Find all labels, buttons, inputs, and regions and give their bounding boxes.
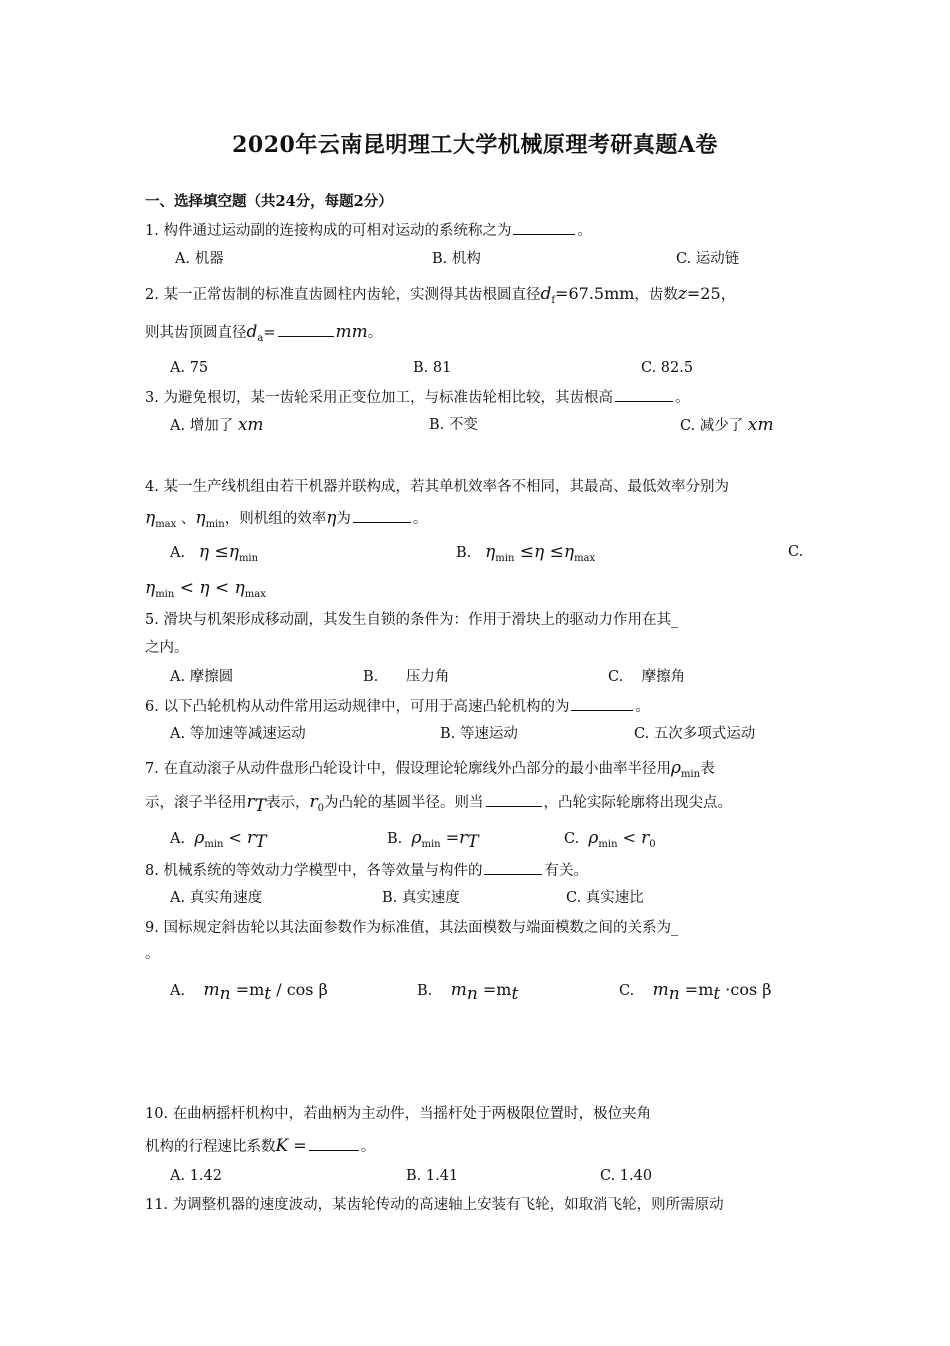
- page-title: 2020年云南昆明理工大学机械原理考研真题A卷: [232, 132, 718, 158]
- q6-option-c: C. 五次多项式运动: [634, 726, 756, 742]
- question-10-line-1: 10. 在曲柄摇杆机构中，若曲柄为主动件，当摇杆处于两极限位置时，极位夹角: [145, 1106, 652, 1122]
- q5-option-a: A. 摩擦圆: [170, 669, 234, 685]
- q3-option-b: B. 不变: [429, 417, 478, 433]
- q7-option-b: B. $\rho_{min} =r_T$: [387, 828, 479, 852]
- q2-option-c: C. 82.5: [641, 360, 694, 376]
- answer-blank: [571, 696, 633, 711]
- answer-blank: [486, 792, 542, 807]
- q3-option-a: A. 增加了 xm: [170, 415, 264, 435]
- question-4-line-1: 4. 某一生产线机组由若干机器并联构成，若其单机效率各不相同，其最高、最低效率分别为: [145, 479, 729, 495]
- question-4-line-2: $\eta_{max}$ 、$\eta_{min}$，则机组的效率η为 。: [145, 508, 428, 530]
- q10-option-c: C. 1.40: [600, 1168, 653, 1184]
- q4-option-a: A. $\eta \le\eta_{min}$: [170, 542, 259, 564]
- q8-option-b: B. 真实速度: [382, 890, 460, 906]
- q2-option-a: A. 75: [170, 360, 209, 376]
- q4-option-c-label: C.: [788, 544, 804, 560]
- question-7-line-2: 示，滚子半径用$r_T$表示，$r_0$为凸轮的基圆半径。则当 ，凸轮实际轮廓将出现尖点。: [145, 792, 732, 816]
- question-7-line-1: 7. 在直动滚子从动件盘形凸轮设计中，假设理论轮廓线外凸部分的最小曲率半径用$\rho_{min}$表: [145, 758, 715, 780]
- q6-option-a: A. 等加速等减速运动: [170, 726, 306, 742]
- q4-option-b: B. $\eta_{min} \le\eta \le\eta_{max}$: [456, 542, 596, 564]
- q1-option-b: B. 机构: [432, 251, 481, 267]
- q9-option-c: C. $m_n =m_t \cdot\cos$ β: [619, 980, 772, 1004]
- q2-option-b: B. 81: [413, 360, 452, 376]
- q5-option-b: B. 压力角: [363, 669, 450, 685]
- answer-blank: [615, 387, 673, 402]
- q8-option-a: A. 真实角速度: [170, 890, 263, 906]
- q8-option-c: C. 真实速比: [566, 890, 644, 906]
- q10-option-a: A. 1.42: [170, 1168, 222, 1184]
- answer-blank: [309, 1136, 359, 1151]
- answer-blank: [353, 508, 411, 523]
- q1-option-c: C. 运动链: [676, 251, 740, 267]
- question-2-line-1: 2. 某一正常齿制的标准直齿圆柱内齿轮，实测得其齿根圆直径$d_f=67.5mm$，齿数z=25，: [145, 284, 737, 306]
- question-5-line-1: 5. 滑块与机架形成移动副，其发生自锁的条件为：作用于滑块上的驱动力作用在其_: [145, 612, 679, 628]
- question-2-line-2: 则其齿顶圆直径$d_a=$ mm。: [145, 322, 383, 344]
- question-8: 8. 机械系统的等效动力学模型中，各等效量与构件的 有关。: [145, 860, 588, 881]
- question-6: 6. 以下凸轮机构从动件常用运动规律中，可用于高速凸轮机构的为 。: [145, 696, 650, 717]
- section-heading: 一、选择填空题（共24分，每题2分）: [145, 193, 393, 210]
- q7-option-c: C. $\rho_{min} < r_0$: [564, 828, 656, 850]
- question-11: 11. 为调整机器的速度波动，某齿轮传动的高速轴上安装有飞轮，如取消飞轮，则所需原动: [145, 1197, 724, 1213]
- answer-blank: [513, 220, 575, 235]
- q6-option-b: B. 等速运动: [440, 726, 518, 742]
- q7-option-a: A. $\rho_{min} < r_T$: [170, 828, 267, 852]
- question-1: 1. 构件通过运动副的连接构成的可相对运动的系统称之为 。: [145, 220, 592, 241]
- q3-option-c: C. 减少了 xm: [680, 415, 774, 435]
- q10-option-b: B. 1.41: [406, 1168, 459, 1184]
- q4-option-c: $\eta_{min} < \eta < \eta_{max}$: [145, 578, 266, 600]
- question-9-line-2: 。: [145, 946, 160, 962]
- q1-option-a: A. 机器: [175, 251, 224, 267]
- question-3: 3. 为避免根切，某一齿轮采用正变位加工，与标准齿轮相比较，其齿根高 。: [145, 387, 689, 408]
- question-10-line-2: 机构的行程速比系数K = 。: [145, 1136, 376, 1156]
- answer-blank: [278, 322, 334, 337]
- question-9-line-1: 9. 国标规定斜齿轮以其法面参数作为标准值，其法面模数与端面模数之间的关系为_: [145, 920, 679, 936]
- q9-option-b: B. $m_n =m_t$: [417, 980, 519, 1004]
- q9-option-a: A. $m_n =m_t / \cos \beta$: [170, 980, 328, 1004]
- question-5-line-2: 之内。: [145, 640, 189, 656]
- answer-blank: [484, 860, 542, 875]
- q5-option-c: C. 摩擦角: [608, 669, 686, 685]
